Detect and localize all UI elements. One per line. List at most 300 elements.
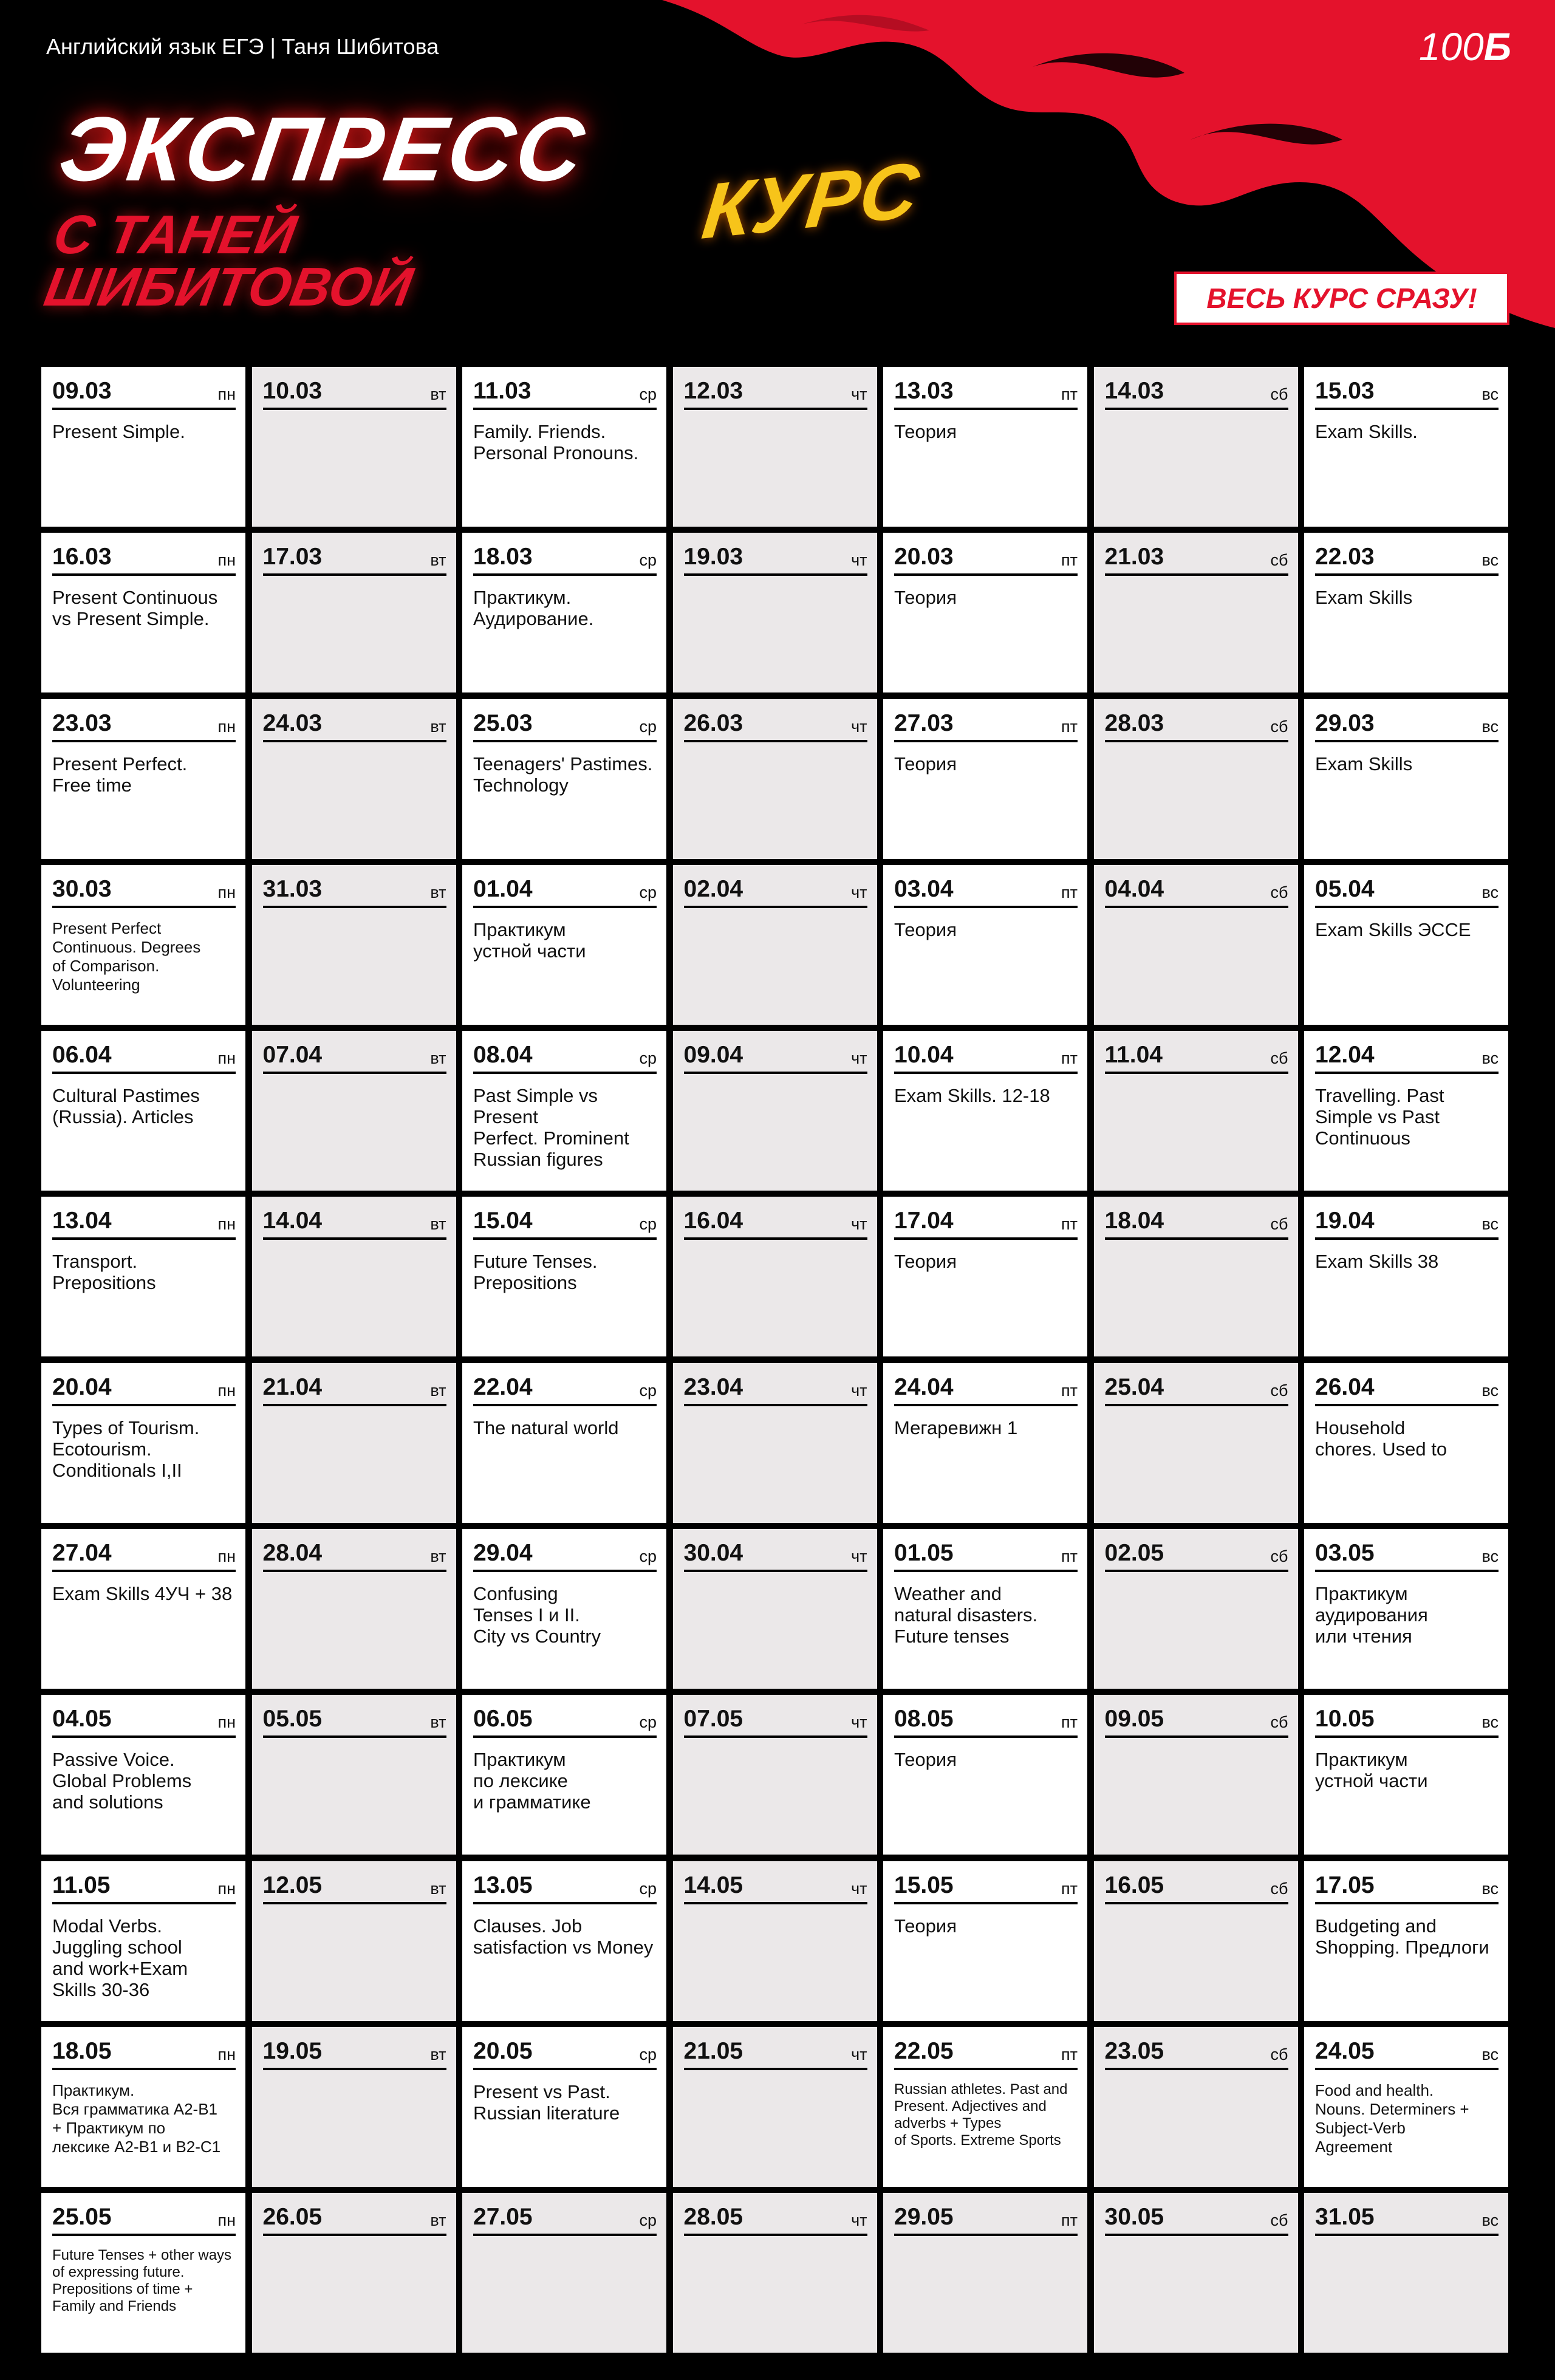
calendar-day-cell <box>1094 2027 1298 2187</box>
weekday-label: чт <box>851 883 867 901</box>
lesson-topic: Passive Voice. Global Problems and solutions <box>52 1749 192 1813</box>
weekday-label: вс <box>1482 2211 1499 2230</box>
day-date: 19.03 <box>683 544 743 570</box>
weekday-label: ср <box>639 2045 657 2064</box>
calendar-day-cell <box>1094 367 1298 527</box>
day-header <box>684 379 867 410</box>
weekday-label: чт <box>851 1713 867 1732</box>
calendar-day-cell <box>883 2027 1087 2187</box>
day-date: 23.03 <box>52 710 112 736</box>
lesson-topic: Modal Verbs. Juggling school and work+Exam Skills 30-36 <box>52 1915 188 2000</box>
day-header <box>1315 1873 1499 1904</box>
day-date: 26.04 <box>1315 1373 1375 1400</box>
day-header <box>684 545 867 576</box>
weekday-label: вс <box>1482 883 1499 901</box>
weekday-label: пт <box>1061 1049 1078 1068</box>
weekday-label: сб <box>1270 1215 1288 1234</box>
weekday-label: ср <box>639 2211 657 2230</box>
day-date: 23.04 <box>683 1373 743 1400</box>
weekday-label: сб <box>1270 1713 1288 1732</box>
lesson-topic: Практикум. Аудирование. <box>473 587 594 630</box>
day-date: 24.03 <box>262 710 323 736</box>
lesson-topic: Clauses. Job satisfaction vs Money <box>473 1915 654 1958</box>
calendar-day-cell <box>1094 2193 1298 2353</box>
weekday-label: вт <box>430 2211 446 2230</box>
weekday-label: вт <box>430 1547 446 1566</box>
day-header <box>52 1209 236 1240</box>
calendar-day-cell <box>1094 1861 1298 2021</box>
weekday-label: вт <box>430 883 446 901</box>
day-header <box>1105 711 1288 742</box>
day-date: 25.03 <box>473 710 533 736</box>
day-header <box>1105 545 1288 576</box>
day-date: 27.03 <box>894 710 954 736</box>
weekday-label: ср <box>639 883 657 901</box>
day-date: 31.03 <box>262 875 323 902</box>
weekday-label: вс <box>1482 2045 1499 2064</box>
day-header <box>684 1043 867 1074</box>
weekday-label: вт <box>430 1713 446 1732</box>
weekday-label: пт <box>1061 1215 1078 1234</box>
lesson-topic: Confusing Tenses I и II. City vs Country <box>473 1583 601 1647</box>
lesson-topic: Теория <box>894 587 957 609</box>
day-header <box>263 1541 446 1572</box>
lesson-topic: Практикум устной части <box>473 918 586 962</box>
lesson-topic: Теория <box>894 421 957 442</box>
weekday-label: ср <box>639 1547 657 1566</box>
day-header <box>1105 1873 1288 1904</box>
day-header <box>684 1375 867 1406</box>
calendar-day-cell <box>462 1197 666 1356</box>
day-header <box>894 2205 1078 2236</box>
weekday-label: пн <box>217 1049 236 1068</box>
calendar-day-cell <box>41 1363 245 1523</box>
weekday-label: пт <box>1061 1547 1078 1566</box>
day-date: 22.04 <box>473 1373 533 1400</box>
day-date: 10.05 <box>1315 1706 1375 1732</box>
calendar-day-cell <box>1094 1031 1298 1191</box>
day-date: 30.05 <box>1104 2204 1164 2231</box>
calendar-day-cell <box>252 1861 456 2021</box>
day-date: 04.04 <box>1104 875 1164 902</box>
weekday-label: сб <box>1270 2211 1288 2230</box>
day-date: 07.05 <box>683 1706 743 1732</box>
lesson-topic: Exam Skills 4УЧ + 38 <box>52 1583 233 1605</box>
day-date: 18.04 <box>1104 1208 1164 1234</box>
day-header <box>52 1043 236 1074</box>
day-date: 29.05 <box>894 2204 954 2231</box>
weekday-label: чт <box>851 1215 867 1234</box>
calendar-day-cell <box>462 1031 666 1191</box>
lesson-topic: Present Simple. <box>52 421 185 442</box>
day-header <box>894 877 1078 908</box>
day-date: 31.05 <box>1315 2204 1375 2231</box>
calendar-day-cell <box>41 1861 245 2021</box>
weekday-label: ср <box>639 717 657 736</box>
lesson-topic: Household chores. Used to <box>1315 1417 1447 1460</box>
calendar-day-cell <box>673 1031 877 1191</box>
day-header <box>1315 379 1499 410</box>
weekday-label: вт <box>430 1049 446 1068</box>
day-date: 17.04 <box>894 1208 954 1234</box>
lesson-topic: Практикум. Вся грамматика А2-В1 + Практикум по лексике А2-В1 и В2-С1 <box>52 2081 221 2156</box>
day-header <box>473 2039 657 2070</box>
lesson-topic: Теория <box>894 1749 957 1771</box>
weekday-label: вт <box>430 1215 446 1234</box>
weekday-label: пт <box>1061 717 1078 736</box>
day-date: 21.03 <box>1104 544 1164 570</box>
day-header <box>1315 711 1499 742</box>
day-header <box>263 1707 446 1738</box>
day-date: 13.04 <box>52 1208 112 1234</box>
calendar-day-cell <box>883 699 1087 859</box>
calendar-day-cell <box>883 865 1087 1025</box>
calendar-day-cell <box>673 699 877 859</box>
day-date: 16.04 <box>683 1208 743 1234</box>
day-date: 28.04 <box>262 1540 323 1567</box>
calendar-day-cell <box>673 1529 877 1689</box>
day-date: 10.03 <box>262 378 323 404</box>
lesson-topic: Теория <box>894 753 957 775</box>
day-header <box>52 711 236 742</box>
calendar-day-cell <box>883 1031 1087 1191</box>
day-date: 02.05 <box>1104 1540 1164 1567</box>
weekday-label: вс <box>1482 1547 1499 1566</box>
weekday-label: пн <box>217 1713 236 1732</box>
calendar-day-cell <box>252 2027 456 2187</box>
day-date: 20.04 <box>52 1373 112 1400</box>
day-date: 30.04 <box>683 1540 743 1567</box>
day-header <box>894 1209 1078 1240</box>
subtitle <box>39 205 425 318</box>
day-date: 15.04 <box>473 1208 533 1234</box>
calendar-day-cell <box>462 865 666 1025</box>
day-header <box>684 877 867 908</box>
calendar-day-cell <box>883 1861 1087 2021</box>
day-header <box>473 711 657 742</box>
weekday-label: сб <box>1270 1879 1288 1898</box>
day-date: 12.04 <box>1315 1042 1375 1069</box>
calendar-day-cell <box>252 367 456 527</box>
day-header <box>894 545 1078 576</box>
day-date: 03.04 <box>894 875 954 902</box>
calendar-day-cell <box>1304 1031 1508 1191</box>
lesson-topic: Exam Skills ЭССЕ <box>1315 918 1471 940</box>
weekday-label: вс <box>1482 385 1499 403</box>
day-date: 26.03 <box>683 710 743 736</box>
lesson-topic: Cultural Pastimes (Russia). Articles <box>52 1085 200 1128</box>
day-date: 18.03 <box>473 544 533 570</box>
day-header <box>684 2039 867 2070</box>
calendar-day-cell <box>883 2193 1087 2353</box>
day-header <box>684 1541 867 1572</box>
weekday-label: пт <box>1061 1713 1078 1732</box>
calendar-day-cell <box>41 367 245 527</box>
weekday-label: сб <box>1270 1381 1288 1400</box>
day-date: 29.04 <box>473 1540 533 1567</box>
day-header <box>263 1043 446 1074</box>
calendar-day-cell <box>41 533 245 692</box>
day-header <box>1315 1043 1499 1074</box>
calendar-day-cell <box>1094 1529 1298 1689</box>
day-header <box>52 2205 236 2236</box>
day-date: 23.05 <box>1104 2037 1164 2064</box>
day-header <box>1315 545 1499 576</box>
day-date: 16.05 <box>1104 1872 1164 1898</box>
day-date: 22.05 <box>894 2037 954 2064</box>
day-date: 11.04 <box>1104 1042 1163 1069</box>
day-header <box>473 1541 657 1572</box>
day-header <box>684 1873 867 1904</box>
day-header <box>894 1707 1078 1738</box>
lesson-topic: The natural world <box>473 1417 619 1438</box>
calendar-day-cell <box>1304 367 1508 527</box>
calendar-day-cell <box>673 1197 877 1356</box>
calendar-day-cell <box>673 865 877 1025</box>
lesson-topic: Past Simple vs Present Perfect. Prominent Russian figures <box>473 1085 629 1171</box>
day-date: 14.03 <box>1104 378 1164 404</box>
day-header <box>263 1209 446 1240</box>
day-header <box>684 1707 867 1738</box>
calendar-day-cell <box>1094 699 1298 859</box>
calendar-day-cell <box>673 1861 877 2021</box>
day-date: 14.04 <box>262 1208 323 1234</box>
day-header <box>263 2039 446 2070</box>
weekday-label: ср <box>639 1713 657 1732</box>
title-main: ЭКСПРЕСС <box>53 98 592 200</box>
day-header <box>1105 1043 1288 1074</box>
calendar-day-cell <box>41 2193 245 2353</box>
lesson-topic: Теория <box>894 1251 957 1273</box>
weekday-label: пт <box>1061 385 1078 403</box>
weekday-label: вс <box>1482 1879 1499 1898</box>
day-date: 13.03 <box>894 378 954 404</box>
lesson-topic: Future Tenses. Prepositions <box>473 1251 598 1294</box>
lesson-topic: Present vs Past. Russian literature <box>473 2081 620 2124</box>
calendar-day-cell <box>41 1031 245 1191</box>
calendar-day-cell <box>1304 1529 1508 1689</box>
day-date: 26.05 <box>262 2204 323 2231</box>
calendar-day-cell <box>1094 865 1298 1025</box>
weekday-label: чт <box>851 1879 867 1898</box>
weekday-label: вт <box>430 385 446 403</box>
day-date: 16.03 <box>52 544 112 570</box>
weekday-label: пн <box>217 1215 236 1234</box>
day-date: 10.04 <box>894 1042 954 1069</box>
day-date: 21.05 <box>683 2037 743 2064</box>
calendar-day-cell <box>252 1031 456 1191</box>
calendar-day-cell <box>252 1695 456 1855</box>
weekday-label: сб <box>1270 1547 1288 1566</box>
day-header <box>1105 1707 1288 1738</box>
day-date: 24.05 <box>1315 2037 1375 2064</box>
weekday-label: чт <box>851 1381 867 1400</box>
calendar-day-cell <box>1094 1695 1298 1855</box>
calendar-day-cell <box>1304 2193 1508 2353</box>
weekday-label: пн <box>217 1381 236 1400</box>
lesson-topic: Travelling. Past Simple vs Past Continuous <box>1315 1085 1444 1149</box>
score-number: 100 <box>1418 25 1484 69</box>
weekday-label: вс <box>1482 1713 1499 1732</box>
day-header <box>52 1873 236 1904</box>
day-date: 17.05 <box>1315 1872 1375 1898</box>
weekday-label: чт <box>851 717 867 736</box>
weekday-label: вт <box>430 551 446 570</box>
calendar-day-cell <box>462 2193 666 2353</box>
calendar-day-cell <box>462 1529 666 1689</box>
day-header <box>1315 1209 1499 1240</box>
day-header <box>263 1873 446 1904</box>
day-date: 25.04 <box>1104 1373 1164 1400</box>
day-header <box>473 1375 657 1406</box>
lesson-topic: Russian athletes. Past and Present. Adjectives and adverbs + Types of Sports. Extreme Sports <box>894 2081 1068 2149</box>
calendar-day-cell <box>41 865 245 1025</box>
calendar-day-cell <box>883 1695 1087 1855</box>
lesson-topic: Types of Tourism. Ecotourism. Conditionals I,II <box>52 1417 200 1481</box>
subtitle-line-1: С ТАНЕЙ <box>49 205 301 265</box>
calendar-day-cell <box>883 1529 1087 1689</box>
weekday-label: пт <box>1061 1879 1078 1898</box>
whole-course-button[interactable]: ВЕСЬ КУРС СРАЗУ! <box>1174 272 1509 325</box>
day-date: 19.04 <box>1315 1208 1375 1234</box>
day-date: 01.05 <box>894 1540 954 1567</box>
day-header <box>473 1707 657 1738</box>
day-header <box>1105 2205 1288 2236</box>
day-header <box>52 545 236 576</box>
day-header <box>894 1541 1078 1572</box>
day-header <box>263 711 446 742</box>
weekday-label: вс <box>1482 717 1499 736</box>
lesson-topic: Exam Skills. 12-18 <box>894 1085 1050 1107</box>
lesson-topic: Теория <box>894 1915 957 1937</box>
schedule-calendar <box>41 367 1506 2344</box>
calendar-day-cell <box>252 533 456 692</box>
calendar-day-cell <box>462 533 666 692</box>
lesson-topic: Present Perfect Continuous. Degrees of Comparison. Volunteering <box>52 918 201 994</box>
score-logo <box>1419 24 1511 69</box>
score-letter: Б <box>1483 25 1511 69</box>
calendar-day-cell <box>41 1695 245 1855</box>
day-header <box>263 545 446 576</box>
lesson-topic: Exam Skills 38 <box>1315 1251 1439 1273</box>
weekday-label: пт <box>1061 2211 1078 2230</box>
calendar-day-cell <box>1304 533 1508 692</box>
calendar-day-cell <box>252 865 456 1025</box>
title-accent: КУРС <box>698 145 923 256</box>
day-date: 12.05 <box>262 1872 323 1898</box>
lesson-topic: Weather and natural disasters. Future tenses <box>894 1583 1038 1647</box>
calendar-day-cell <box>883 367 1087 527</box>
day-date: 02.04 <box>683 875 743 902</box>
lesson-topic: Теория <box>894 918 957 940</box>
weekday-label: чт <box>851 385 867 403</box>
weekday-label: чт <box>851 1049 867 1068</box>
calendar-day-cell <box>1094 1363 1298 1523</box>
day-date: 18.05 <box>52 2037 112 2064</box>
weekday-label: вт <box>430 1879 446 1898</box>
weekday-label: ср <box>639 1049 657 1068</box>
calendar-day-cell <box>462 1695 666 1855</box>
day-header <box>894 379 1078 410</box>
calendar-day-cell <box>462 367 666 527</box>
day-header <box>52 877 236 908</box>
calendar-day-cell <box>41 699 245 859</box>
weekday-label: пн <box>217 1547 236 1566</box>
day-date: 01.04 <box>473 875 533 902</box>
calendar-day-cell <box>883 1363 1087 1523</box>
lesson-topic: Food and health. Nouns. Determiners + Subject-Verb Agreement <box>1315 2081 1469 2156</box>
calendar-day-cell <box>1304 865 1508 1025</box>
day-header <box>684 711 867 742</box>
day-header <box>684 1209 867 1240</box>
weekday-label: вт <box>430 2045 446 2064</box>
lesson-topic: Transport. Prepositions <box>52 1251 156 1294</box>
weekday-label: пн <box>217 385 236 403</box>
day-date: 03.05 <box>1315 1540 1375 1567</box>
weekday-label: чт <box>851 2211 867 2230</box>
day-header <box>52 379 236 410</box>
calendar-day-cell <box>1304 1363 1508 1523</box>
weekday-label: вт <box>430 717 446 736</box>
calendar-day-cell <box>673 1363 877 1523</box>
weekday-label: чт <box>851 551 867 570</box>
weekday-label: ср <box>639 551 657 570</box>
day-date: 05.04 <box>1315 875 1375 902</box>
day-header <box>1315 2205 1499 2236</box>
calendar-day-cell <box>252 1529 456 1689</box>
day-date: 28.03 <box>1104 710 1164 736</box>
calendar-day-cell <box>252 1197 456 1356</box>
day-date: 21.04 <box>262 1373 323 1400</box>
weekday-label: вс <box>1482 1215 1499 1234</box>
lesson-topic: Teenagers' Pastimes. Technology <box>473 753 653 796</box>
lesson-topic: Future Tenses + other ways of expressing future. Prepositions of time + Family and Friends <box>52 2247 232 2315</box>
day-header <box>1315 1541 1499 1572</box>
weekday-label: пн <box>217 551 236 570</box>
day-header <box>473 2205 657 2236</box>
calendar-day-cell <box>673 2193 877 2353</box>
lesson-topic: Budgeting and Shopping. Предлоги <box>1315 1915 1489 1958</box>
day-header <box>263 379 446 410</box>
calendar-day-cell <box>673 533 877 692</box>
day-date: 22.03 <box>1315 544 1375 570</box>
calendar-day-cell <box>673 367 877 527</box>
calendar-day-cell <box>252 2193 456 2353</box>
day-date: 09.03 <box>52 378 112 404</box>
weekday-label: вс <box>1482 1049 1499 1068</box>
day-header <box>894 1873 1078 1904</box>
day-date: 08.04 <box>473 1042 533 1069</box>
calendar-day-cell <box>252 1363 456 1523</box>
day-header <box>52 2039 236 2070</box>
day-header <box>1315 1707 1499 1738</box>
day-header <box>1105 1375 1288 1406</box>
day-date: 08.05 <box>894 1706 954 1732</box>
day-header <box>1105 1209 1288 1240</box>
day-date: 05.05 <box>262 1706 323 1732</box>
weekday-label: пн <box>217 883 236 901</box>
calendar-day-cell <box>673 2027 877 2187</box>
lesson-topic: Практикум аудирования или чтения <box>1315 1583 1428 1647</box>
day-header <box>263 877 446 908</box>
lesson-topic: Exam Skills <box>1315 753 1413 775</box>
weekday-label: сб <box>1270 2045 1288 2064</box>
day-date: 20.03 <box>894 544 954 570</box>
day-header <box>52 1541 236 1572</box>
weekday-label: пт <box>1061 2045 1078 2064</box>
calendar-day-cell <box>41 1529 245 1689</box>
lesson-topic: Мегаревижн 1 <box>894 1417 1018 1438</box>
